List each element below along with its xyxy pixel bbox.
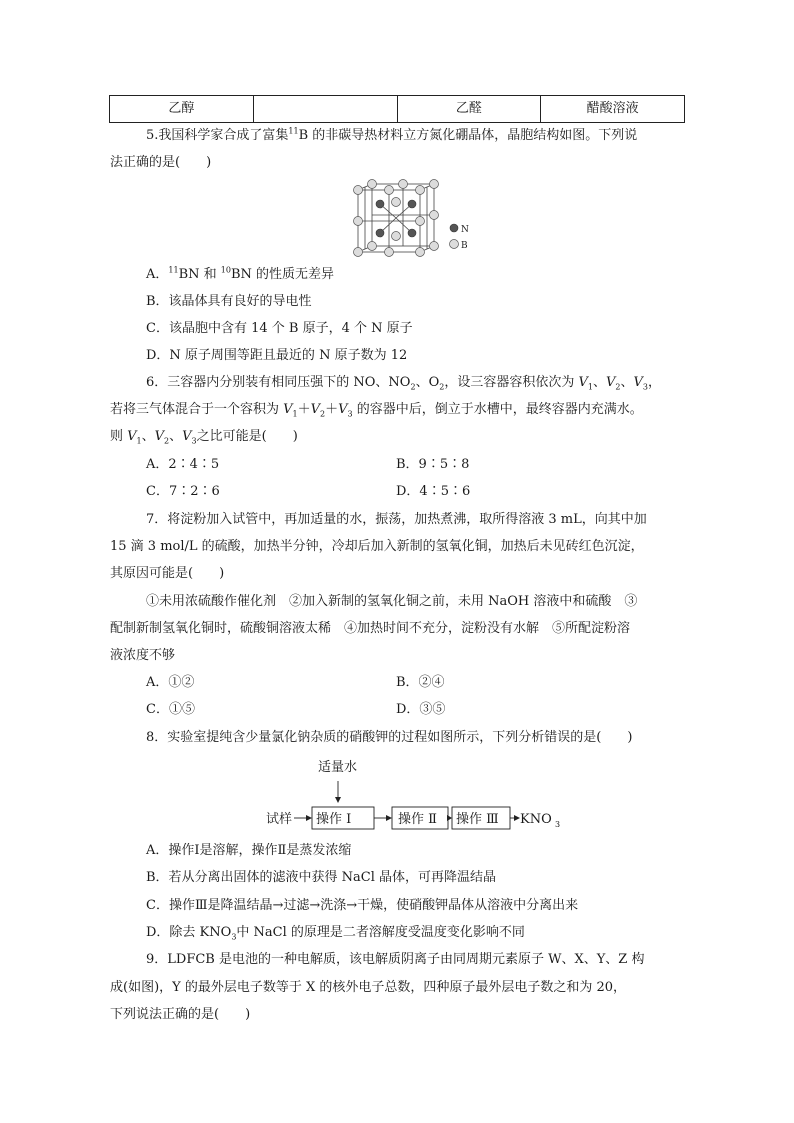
- answer-table: [109, 95, 685, 123]
- subscript: 2: [410, 382, 416, 392]
- q5-option-b: B．该晶体具有良好的导电性: [146, 294, 312, 309]
- subscript: 3: [231, 932, 237, 942]
- variable: V: [127, 429, 137, 444]
- variable: V: [182, 429, 192, 444]
- n-atom: [408, 229, 416, 237]
- b-atom: [392, 198, 401, 207]
- flow-end-label: KNO: [520, 812, 552, 827]
- q8-option-c: C．操作Ⅲ是降温结晶→过滤→洗涤→干燥，使硝酸钾晶体从溶液中分离出来: [146, 898, 579, 913]
- q7-option-a: A．①②: [146, 675, 195, 690]
- table-cell: 醋酸溶液: [586, 101, 639, 116]
- q6-stem-line3: [110, 428, 298, 446]
- text: ＋: [325, 402, 339, 417]
- superscript: 11: [288, 126, 299, 136]
- b-atom: [416, 186, 425, 195]
- b-atom: [354, 217, 363, 226]
- q5-stem-line1: [146, 127, 637, 145]
- flow-op2-label: 操作 Ⅱ: [398, 812, 437, 827]
- legend-n-marker: [450, 224, 458, 232]
- q7-stem-line3: 其原因可能是( ): [110, 566, 225, 581]
- n-atom: [376, 200, 384, 208]
- q6-option-c: C．7∶2∶6: [146, 484, 220, 499]
- text: 若将三气体混合于一个容积为: [110, 402, 284, 417]
- arrow-head: [386, 815, 392, 821]
- text: 中 NaCl 的原理是二者溶解度受温度变化影响不同: [236, 925, 525, 940]
- b-atom: [392, 232, 401, 241]
- n-atom: [408, 200, 416, 208]
- arrow-head: [335, 797, 341, 803]
- flow-op1-label: 操作 Ⅰ: [316, 812, 352, 827]
- flow-water-label: 适量水: [318, 760, 358, 775]
- variable: V: [310, 402, 321, 417]
- text: ＋: [297, 402, 311, 417]
- n-atom: [376, 229, 384, 237]
- subscript: 3: [191, 436, 197, 446]
- subscript: 1: [292, 409, 298, 419]
- flow-end-subscript: 3: [555, 820, 561, 829]
- q5-option-a: [146, 266, 334, 284]
- q7-stem-line2: 15 滴 3 mol/L 的硫酸，加热半分钟，冷却后加入新制的氢氧化铜，加热后未见砖红色沉淀，: [110, 539, 644, 554]
- variable: V: [154, 429, 165, 444]
- subscript: 1: [587, 382, 593, 392]
- text: ，: [647, 375, 661, 390]
- q5-stem-line2: 法正确的是( ): [110, 155, 212, 170]
- b-atom: [416, 217, 425, 226]
- q6-option-b: B．9∶5∶8: [396, 457, 470, 472]
- variable: V: [338, 402, 348, 417]
- text: B 的非碳导热材料立方氮化硼晶体，晶胞结构如图。下列说: [298, 128, 638, 143]
- text: 、: [620, 375, 634, 390]
- text: 则: [110, 429, 128, 444]
- q9-stem-line3: 下列说法正确的是( ): [110, 1007, 251, 1022]
- q6-option-d: D．4∶5∶6: [396, 484, 471, 499]
- legend-n-label: N: [461, 225, 469, 235]
- text: 、: [592, 375, 606, 390]
- text: BN 的性质无差异: [230, 267, 335, 282]
- superscript: 10: [220, 265, 231, 275]
- b-atom: [385, 186, 394, 195]
- arrow-head: [306, 815, 312, 821]
- b-atom: [368, 180, 377, 189]
- q5-option-d: D．N 原子周围等距且最近的 N 原子数为 12: [146, 348, 408, 363]
- subscript: 1: [136, 436, 142, 446]
- b-atom: [385, 248, 394, 257]
- variable: V: [633, 375, 643, 390]
- text: 6．三容器内分别装有相同压强下的 NO、NO: [146, 375, 411, 390]
- q8-option-d: [146, 924, 525, 942]
- purification-flow-diagram: [262, 757, 572, 837]
- q9-stem-line1: 9．LDFCB 是电池的一种电解质，该电解质阴离子由同周期元素原子 W、X、Y、Z 构: [146, 952, 645, 967]
- q8-stem: 8．实验室提纯含少量氯化钠杂质的硝酸钾的过程如图所示，下列分析错误的是( ): [146, 730, 633, 745]
- q6-option-a: A．2∶4∶5: [146, 457, 220, 472]
- b-atom: [416, 248, 425, 257]
- q5-option-c: C．该晶胞中含有 14 个 B 原子，4 个 N 原子: [146, 321, 413, 336]
- b-atom: [368, 242, 377, 251]
- text: 、O: [415, 375, 440, 390]
- text: 、: [141, 429, 155, 444]
- crystal-structure-diagram: [350, 178, 480, 258]
- q6-stem-line1: [146, 374, 661, 392]
- subscript: 2: [320, 409, 326, 419]
- table-cell: [254, 96, 398, 122]
- variable: V: [578, 375, 588, 390]
- q9-stem-line2: 成(如图)，Y 的最外层电子数等于 X 的核外电子总数，四种原子最外层电子数之和为 20，: [110, 980, 627, 995]
- b-atom: [399, 180, 408, 189]
- text: BN 和: [178, 267, 221, 282]
- q8-option-a: A．操作Ⅰ是溶解，操作Ⅱ是蒸发浓缩: [146, 843, 352, 858]
- legend-b-marker: [450, 240, 459, 249]
- table-cell: 乙醇: [110, 96, 254, 122]
- q7-stem-line1: 7．将淀粉加入试管中，再加适量的水，振荡，加热煮沸，取所得溶液 3 mL，向其中加: [146, 512, 647, 527]
- flow-start-label: 试样: [266, 812, 293, 827]
- b-atom: [430, 180, 439, 189]
- q7-option-d: D．③⑤: [396, 702, 446, 717]
- text: ，设三容器容积依次为: [444, 375, 579, 390]
- text: A．: [146, 267, 169, 282]
- flow-op3-label: 操作 Ⅲ: [456, 812, 499, 827]
- q7-option-c: C．①⑤: [146, 702, 195, 717]
- text: 的容器中后，倒立于水槽中，最终容器内充满水。: [352, 402, 643, 417]
- text: 、: [169, 429, 183, 444]
- text: D．除去 KNO: [146, 925, 232, 940]
- legend-b-label: B: [461, 241, 468, 251]
- b-atom: [354, 248, 363, 257]
- text: 之比可能是( ): [196, 429, 298, 444]
- subscript: 2: [439, 382, 445, 392]
- text: 5.我国科学家合成了富集: [146, 128, 289, 143]
- q7-reason-line1: ①未用浓硫酸作催化剂 ②加入新制的氢氧化铜之前，未用 NaOH 溶液中和硫酸 ③: [146, 594, 638, 609]
- q7-reason-line2: 配制新制氢氧化铜时，硫酸铜溶液太稀 ④加热时间不充分，淀粉没有水解 ⑤所配淀粉溶: [110, 621, 631, 636]
- arrow-head: [447, 815, 452, 821]
- subscript: 3: [347, 409, 353, 419]
- subscript: 2: [615, 382, 621, 392]
- b-atom: [430, 242, 439, 251]
- q6-stem-line2: [110, 401, 643, 419]
- q7-option-b: B．②④: [396, 675, 445, 690]
- q8-option-b: B．若从分离出固体的滤液中获得 NaCl 晶体，可再降温结晶: [146, 870, 497, 885]
- b-atom: [430, 211, 439, 220]
- superscript: 11: [168, 265, 179, 275]
- subscript: 3: [642, 382, 648, 392]
- b-atom: [354, 186, 363, 195]
- variable: V: [283, 402, 293, 417]
- variable: V: [605, 375, 616, 390]
- table-cell: 乙醛: [398, 96, 542, 122]
- subscript: 2: [164, 436, 170, 446]
- q7-reason-line3: 液浓度不够: [110, 648, 176, 663]
